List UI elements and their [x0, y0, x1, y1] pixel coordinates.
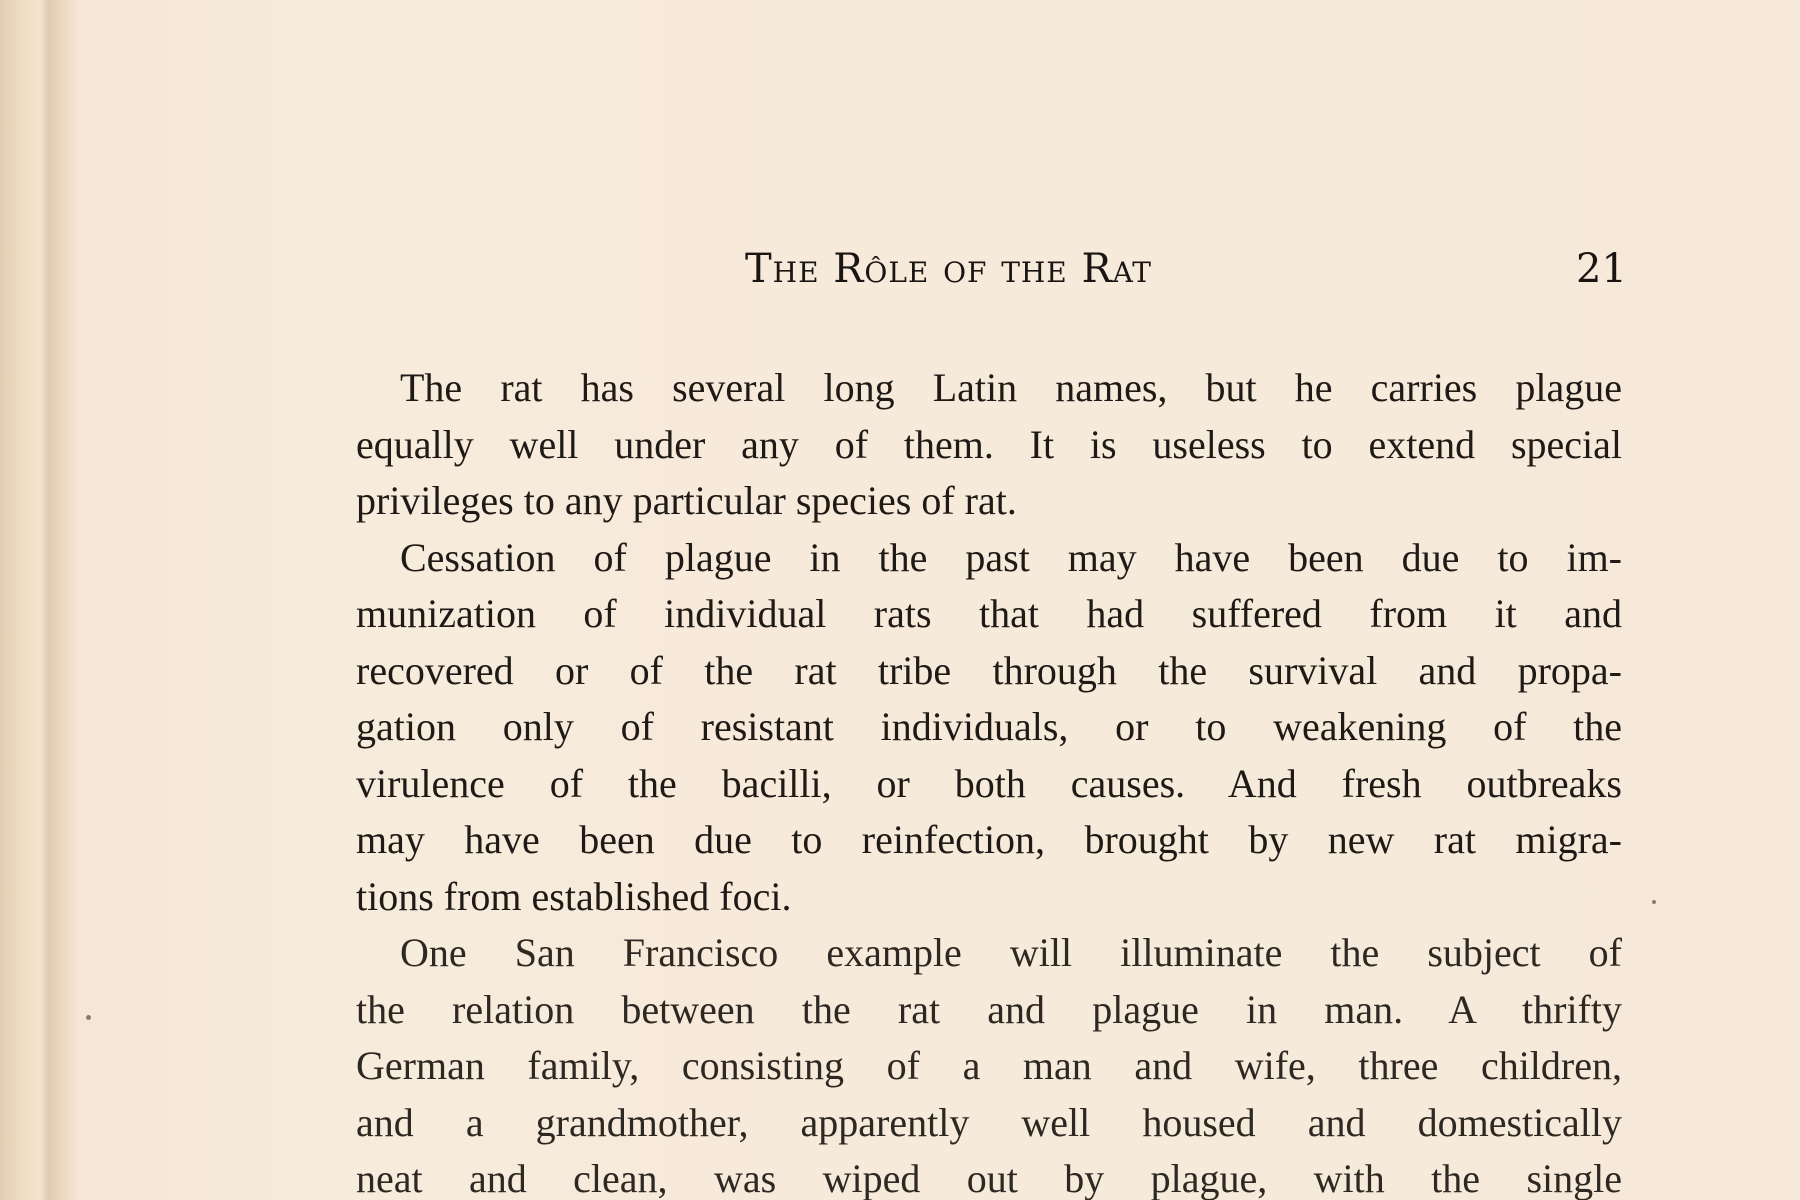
running-head-word: The: [745, 246, 820, 292]
text-line: Cessation of plague in the past may have been due to im-: [400, 534, 1622, 580]
running-head-word: Rôle: [833, 246, 930, 292]
text-line: German family, consisting of a man and wife, three children,: [356, 1043, 1622, 1088]
running-head: [745, 246, 1152, 292]
running-head-word: Rat: [1081, 246, 1152, 292]
text-line: gation only of resistant individuals, or to weakening of the: [356, 704, 1622, 749]
text-line: One San Francisco example will illuminate the subject of: [400, 930, 1622, 975]
paper-speck: [86, 1015, 91, 1020]
text-line: recovered or of the rat tribe through the survival and propa-: [356, 647, 1622, 693]
body-text: [356, 360, 1622, 1200]
text-line: and a grandmother, apparently well housed and domestically: [356, 1099, 1622, 1145]
paper-speck: [1652, 900, 1656, 904]
text-line: munization of individual rats that had suffered from it and: [356, 591, 1622, 636]
gutter-shadow: [40, 0, 58, 1200]
text-line: the relation between the rat and plague in man. A thrifty: [356, 986, 1622, 1032]
page-number: 21: [1576, 246, 1627, 292]
text-line: may have been due to reinfection, brought by new rat migra-: [356, 817, 1622, 862]
text-line: equally well under any of them. It is useless to extend special: [356, 421, 1622, 467]
text-line: neat and clean, was wiped out by plague, with the single: [356, 1156, 1622, 1200]
text-line: tions from established foci.: [356, 873, 792, 919]
paragraph: [356, 925, 1622, 1200]
text-line: The rat has several long Latin names, but he carries plague: [400, 365, 1622, 410]
text-line: virulence of the bacilli, or both causes. And fresh outbreaks: [356, 760, 1622, 806]
running-head-word: of the: [943, 246, 1068, 292]
text-line: privileges to any particular species of rat.: [356, 478, 1017, 523]
paragraph: [356, 530, 1622, 926]
paragraph: [356, 360, 1622, 530]
